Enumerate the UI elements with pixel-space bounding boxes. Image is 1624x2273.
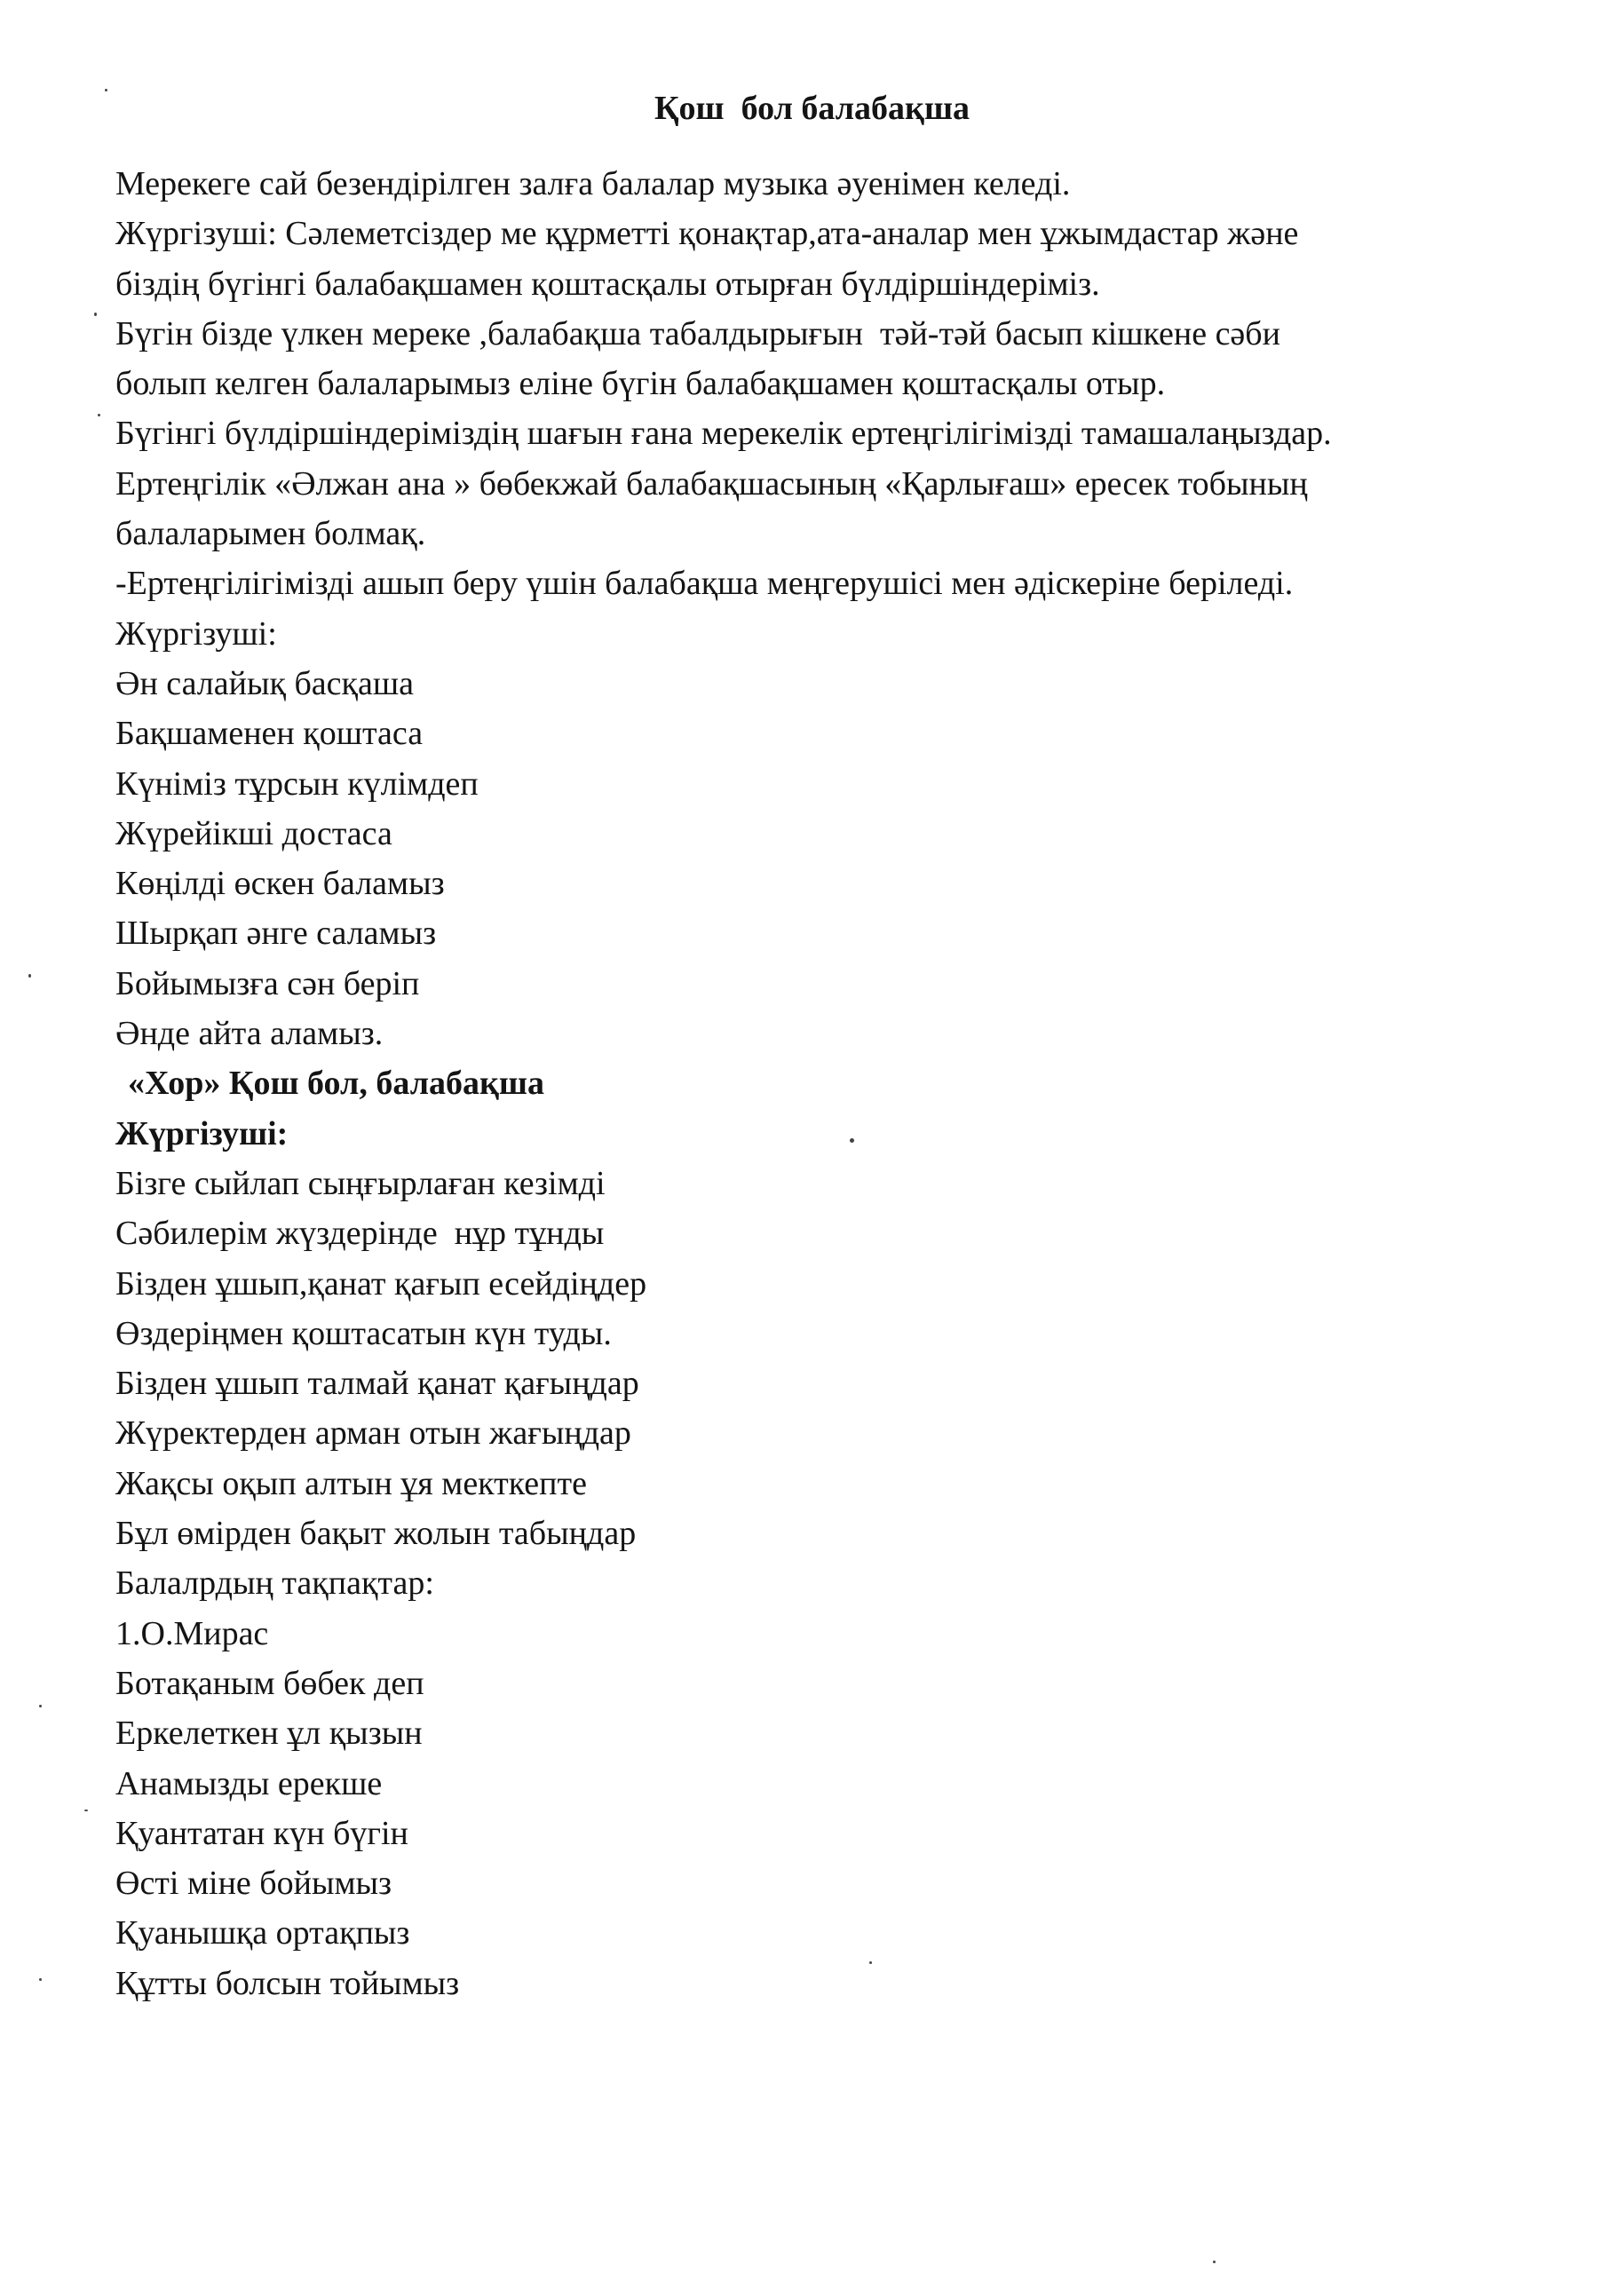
text-line: Жақсы оқып алтын ұя мекткепте: [115, 1464, 587, 1502]
text-line: Құтты болсын тойымыз: [115, 1964, 460, 2002]
text-line: -Ертеңгілігімізді ашып беру үшін балабақша меңгерушісі мен әдіскеріне беріледі.: [115, 565, 1294, 603]
scan-speck: [105, 89, 107, 91]
text-line: Сәбилерім жүздерінде нұр тұнды: [115, 1215, 605, 1253]
text-line: Көңілді өскен баламыз: [115, 865, 445, 903]
document-body: [115, 159, 1536, 2008]
scan-speck: [869, 1961, 872, 1964]
text-line: Өздеріңмен қоштасатын күн туды.: [115, 1314, 612, 1352]
text-line: Мерекеге сай безендірілген залға балалар музыка әуенімен келеді.: [115, 165, 1071, 202]
text-line: Өсті міне бойымыз: [115, 1865, 392, 1903]
document-title: Қош бол балабақша: [654, 90, 970, 127]
text-line: біздің бүгінгі балабақшамен қоштасқалы отырған бүлдіршіндеріміз.: [115, 265, 1100, 303]
text-line: Бұл өмірден бақыт жолын табыңдар: [115, 1515, 637, 1553]
scan-speck: [98, 414, 100, 416]
scan-speck: [39, 1705, 42, 1707]
text-line: «Хор» Қош бол, балабақша: [128, 1065, 544, 1103]
text-line: Жүргізуші: Сәлеметсіздер ме құрметті қонақтар,ата-аналар мен ұжымдастар және: [115, 215, 1299, 253]
text-line: Әнде айта аламыз.: [115, 1015, 384, 1053]
text-line: Ән салайық басқаша: [115, 664, 414, 702]
text-line: Бізге сыйлап сыңғырлаған кезімді: [115, 1164, 606, 1202]
scan-speck: [39, 1978, 42, 1981]
text-line: болып келген балаларымыз еліне бүгін балабақшамен қоштасқалы отыр.: [115, 365, 1166, 403]
scan-speck: [1213, 2261, 1216, 2263]
scan-speck: [28, 974, 31, 978]
text-line: Бойымызға сән беріп: [115, 964, 420, 1002]
text-line: Ертеңгілік «Әлжан ана » бөбекжай балабақшасының «Қарлығаш» ересек тобының: [115, 464, 1308, 503]
text-line: Анамызды ерекше: [115, 1764, 383, 1802]
text-line: Күніміз тұрсын күлімдеп: [115, 764, 479, 803]
text-line: Жүректерден арман отын жағыңдар: [115, 1414, 631, 1453]
text-line: балаларымен болмақ.: [115, 515, 426, 553]
text-line: Бақшаменен қоштаса: [115, 715, 424, 753]
scan-speck: [850, 1138, 854, 1143]
text-line: Балалрдың тақпақтар:: [115, 1564, 434, 1603]
text-line: Бүгінгі бүлдіршіндеріміздің шағын ғана мерекелік ертеңгілігімізді тамашалаңыздар.: [115, 415, 1332, 453]
text-line: Жүргізуші:: [115, 1114, 289, 1152]
text-line: Жүрейікші достаса: [115, 814, 392, 852]
text-line: Бізден ұшып,қанат қағып есейдіңдер: [115, 1264, 647, 1303]
text-line: Бүгін бізде үлкен мереке ,балабақша табалдырығын тәй-тәй басып кішкене сәби: [115, 314, 1280, 352]
text-line: Ботақаным бөбек деп: [115, 1664, 424, 1702]
text-line: Жүргізуші:: [115, 614, 277, 653]
text-line: Қуантатан күн бүгін: [115, 1814, 408, 1852]
scan-speck: [84, 1810, 88, 1811]
scan-speck: [94, 313, 97, 316]
text-line: Бізден ұшып талмай қанат қағыңдар: [115, 1365, 639, 1403]
text-line: Еркелеткен ұл қызын: [115, 1715, 423, 1753]
text-line: Шырқап әнге саламыз: [115, 915, 437, 953]
text-line: Қуанышқа ортақпыз: [115, 1914, 410, 1952]
text-line: 1.О.Мирас: [115, 1614, 269, 1652]
